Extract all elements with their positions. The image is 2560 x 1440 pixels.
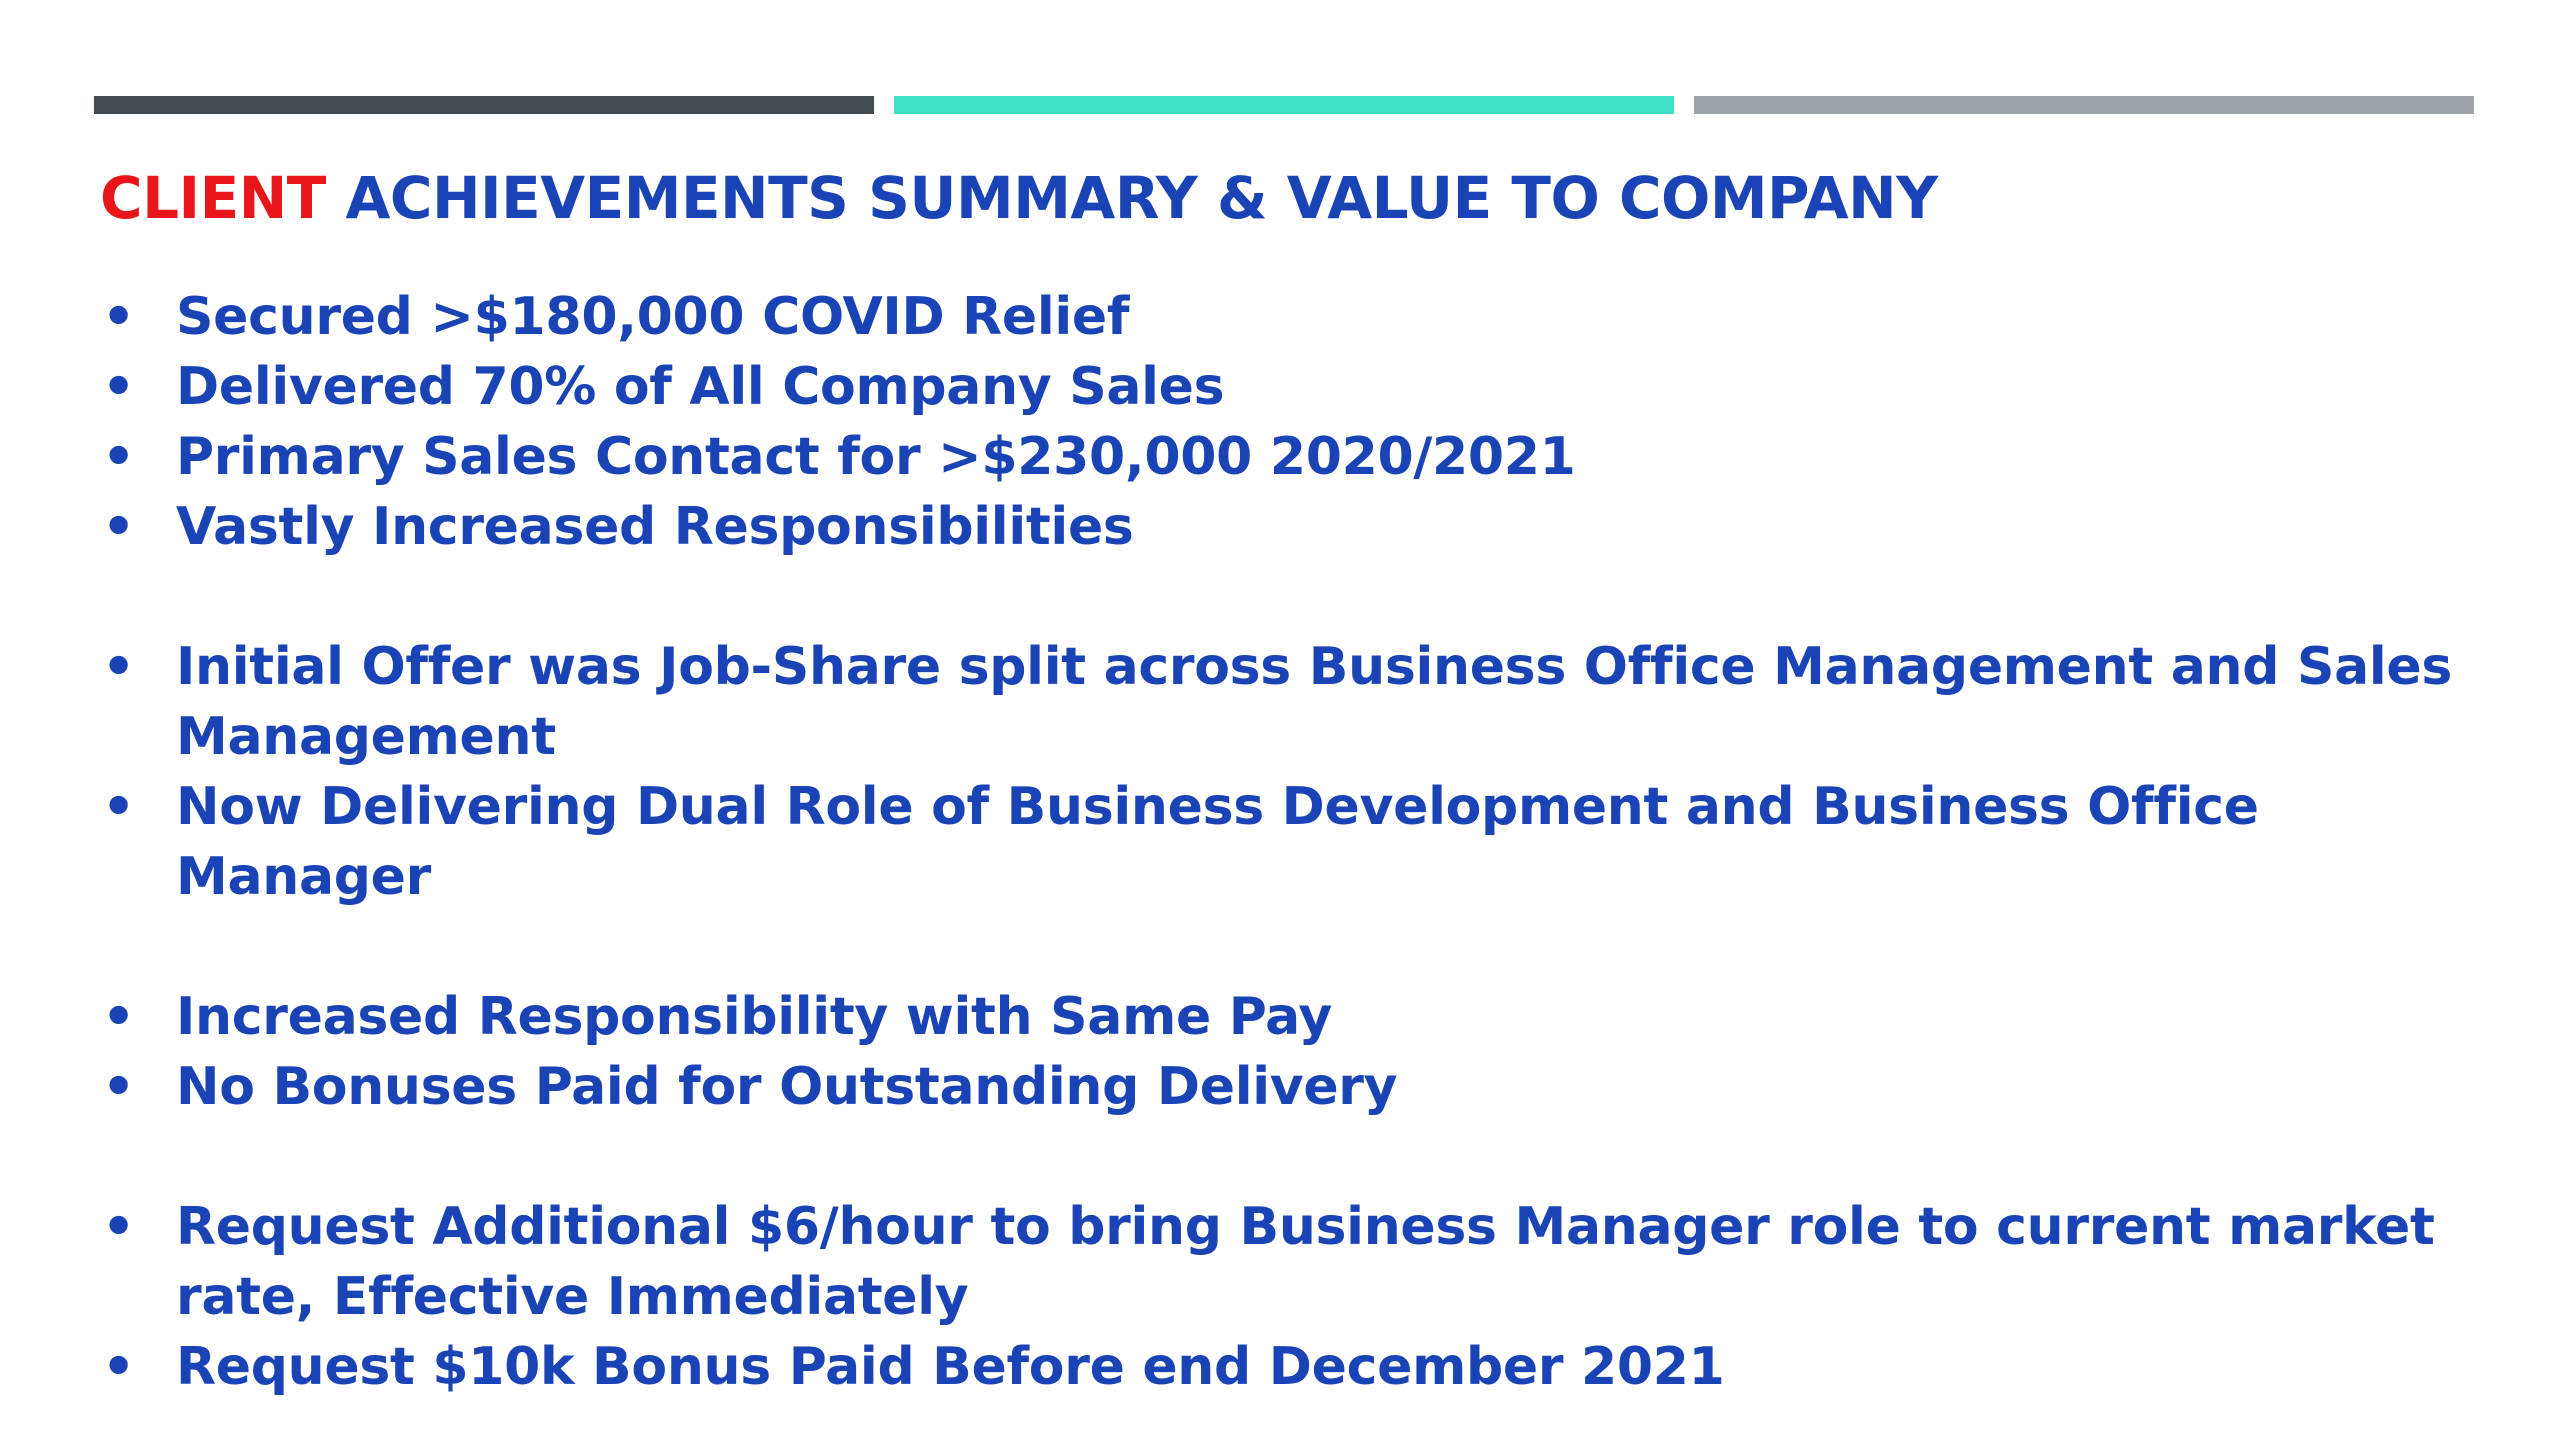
bullet-item: [100, 982, 2460, 1052]
bullet-marker: •: [102, 287, 135, 347]
bullet-marker: •: [102, 357, 135, 417]
bullet-marker: •: [102, 1337, 135, 1397]
bullet-text: Now Delivering Dual Role of Business Development and Business Office Manager: [176, 777, 2259, 907]
bullet-marker: •: [102, 497, 135, 557]
bullet-marker: •: [102, 987, 135, 1047]
accent-bar-teal: [894, 96, 1674, 114]
bullet-item: [100, 1192, 2460, 1332]
bullet-item: [100, 632, 2460, 772]
group-spacer: [100, 1122, 2460, 1192]
bullet-item: [100, 772, 2460, 912]
bullet-marker: •: [102, 637, 135, 697]
group-spacer: [100, 912, 2460, 982]
bullet-text: Delivered 70% of All Company Sales: [176, 357, 1225, 417]
bullet-marker: •: [102, 777, 135, 837]
title-rest: ACHIEVEMENTS SUMMARY & VALUE TO COMPANY: [325, 164, 1938, 232]
bullet-list: [100, 282, 2460, 1402]
title-highlight: CLIENT: [100, 164, 326, 232]
bullet-text: Vastly Increased Responsibilities: [176, 497, 1134, 557]
bullet-text: Increased Responsibility with Same Pay: [176, 987, 1332, 1047]
accent-bars: [94, 96, 2474, 114]
accent-bar-grey: [1694, 96, 2474, 114]
group-spacer: [100, 562, 2460, 632]
bullet-text: Primary Sales Contact for >$230,000 2020/2021: [176, 427, 1576, 487]
accent-bar-dark: [94, 96, 874, 114]
slide-title: [100, 162, 1938, 234]
bullet-marker: •: [102, 427, 135, 487]
bullet-item: [100, 352, 2460, 422]
bullet-marker: •: [102, 1057, 135, 1117]
bullet-item: [100, 282, 2460, 352]
bullet-text: Request $10k Bonus Paid Before end December 2021: [176, 1337, 1725, 1397]
bullet-item: [100, 1332, 2460, 1402]
bullet-item: [100, 422, 2460, 492]
bullet-text: Initial Offer was Job-Share split across Business Office Management and Sales Management: [176, 637, 2453, 767]
bullet-item: [100, 492, 2460, 562]
bullet-text: Request Additional $6/hour to bring Business Manager role to current market rate, Effective Immediately: [176, 1197, 2435, 1327]
bullet-item: [100, 1052, 2460, 1122]
bullet-text: Secured >$180,000 COVID Relief: [176, 287, 1130, 347]
bullet-marker: •: [102, 1197, 135, 1257]
bullet-text: No Bonuses Paid for Outstanding Delivery: [176, 1057, 1398, 1117]
